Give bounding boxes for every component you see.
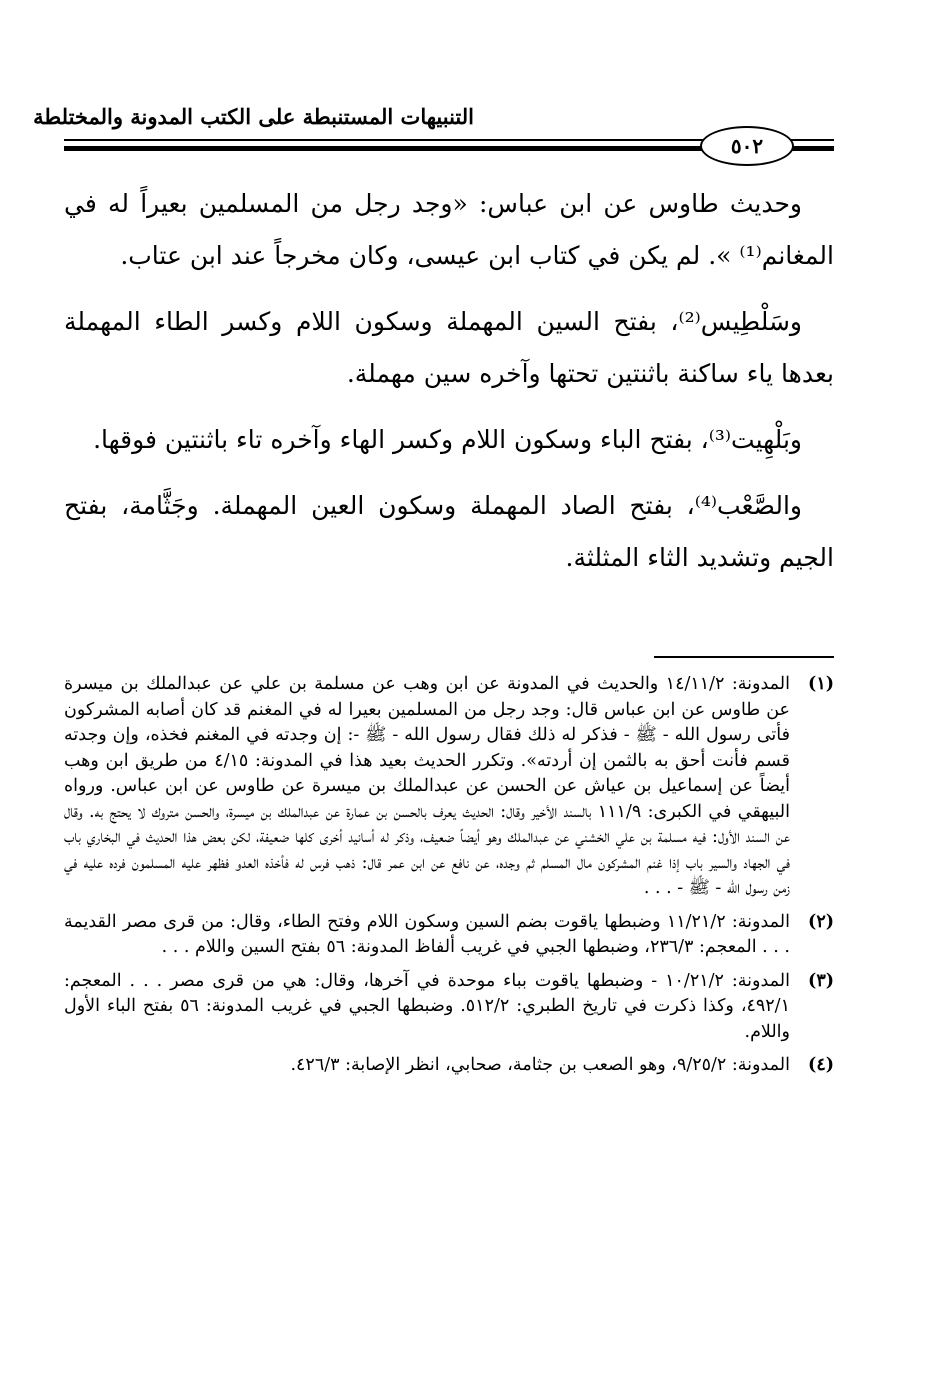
footnote-number: (١) bbox=[808, 674, 834, 694]
footnote-text: المدونة: ١٠/٢١/٢ - وضبطها ياقوت بباء موحدة في آخرها، وقال: هي من قرى مصر . . . المعجم: ٤٩٢/١، وكذا ذكرت في تاريخ الطبري: ٥١٢/٢. وضبطها الجبي في غريب المدونة: ٥٦ بفتح الباء الأول واللام. bbox=[64, 970, 790, 1042]
footnote-number: (٢) bbox=[808, 911, 834, 932]
paragraph: والصَّعْب⁽⁴⁾، بفتح الصاد المهملة وسكون العين المهملة. وجَثَّامة، بفتح الجيم وتشديد الثاء المثلثة. bbox=[64, 491, 834, 572]
paragraph: وحديث طاوس عن ابن عباس: «وجد رجل من المسلمين بعيراً له في المغانم⁽¹⁾ ». لم يكن في كتاب ابن عيسى، وكان مخرجاً عند ابن عتاب. bbox=[64, 189, 834, 270]
footnote-item bbox=[64, 672, 834, 902]
footnote-number: (٣) bbox=[808, 970, 834, 991]
paragraph: وسَلْطِيس⁽²⁾، بفتح السين المهملة وسكون اللام وكسر الطاء المهملة بعدها ياء ساكنة باثنتين تحتها وآخره سين مهملة. bbox=[64, 307, 834, 388]
paragraph: وبَلْهِيت⁽³⁾، بفتح الباء وسكون اللام وكسر الهاء وآخره تاء باثنتين فوقها. bbox=[93, 425, 802, 454]
running-header-title: التنبيهات المستنبطة على الكتب المدونة والمختلطة bbox=[33, 104, 474, 129]
footnote-text: المدونة: ٩/٢٥/٢، وهو الصعب بن جثامة، صحابي، انظر الإصابة: ٤٢٦/٣. bbox=[290, 1055, 790, 1075]
footnote-number: (٤) bbox=[808, 1055, 834, 1075]
page-number: ٥٠٢ bbox=[700, 126, 794, 166]
footnote-item bbox=[64, 1053, 834, 1079]
footnote-item bbox=[64, 969, 834, 1046]
footnotes-section bbox=[64, 672, 834, 1087]
footnote-item bbox=[64, 910, 834, 961]
footnote-text: المدونة: ١١/٢١/٢ وضبطها ياقوت بضم السين وسكون اللام وفتح الطاء، وقال: من قرى مصر القديمة . . . المعجم: ٢٣٦/٣، وضبطها الجبي في غريب ألفاظ المدونة: ٥٦ بفتح السين واللام . . . bbox=[64, 911, 790, 957]
footnote-text: المدونة: ١٤/١١/٢ والحديث في المدونة عن ابن وهب عن مسلمة بن علي عن عبدالملك بن ميسرة عن طاوس عن ابن عباس قال: وجد رجل من المسلمين بعيرا له في المغنم قد كان أصابه المشركون فأتى رسول الله - ﷺ - فذكر له ذلك فقال رسول الله - ﷺ -: إن وجدته في المغنم فخذه، وإن وجدته قسم فأنت أحق به بالثمن إن أردته». وتكرر الحديث بعيد هذا في المدونة: ٤/١٥ من طريق ابن وهب أيضاً عن إسماعيل بن عياش عن الحسن عن عبدالملك بن ميسرة عن طاوس عن ابن عباس. ورواه البيهقي في الكبرى: ١١١/٩ بالسند الأخير وقال: الحديث يعرف بالحسن بن عمارة عن عبدالملك بن ميسرة، والحسن متروك لا يحتج به. وقال عن السند الأول: فيه مسلمة بن علي الخشني عن عبدالملك وهو أيضاً ضعيف، وذكر له أسانيد أخرى كلها ضعيفة، لكن بعض هذا الحديث في البخاري باب في الجهاد والسير باب إذا غنم المشركون مال المسلم ثم وجده، عن نافع عن ابن عمر قال: ذهب فرس له فأخذه العدو فظهر عليه المسلمون فرده عليه في زمن رسول الله - ﷺ - . . . bbox=[64, 674, 790, 898]
footnote-separator bbox=[654, 656, 834, 658]
main-text bbox=[64, 178, 834, 598]
